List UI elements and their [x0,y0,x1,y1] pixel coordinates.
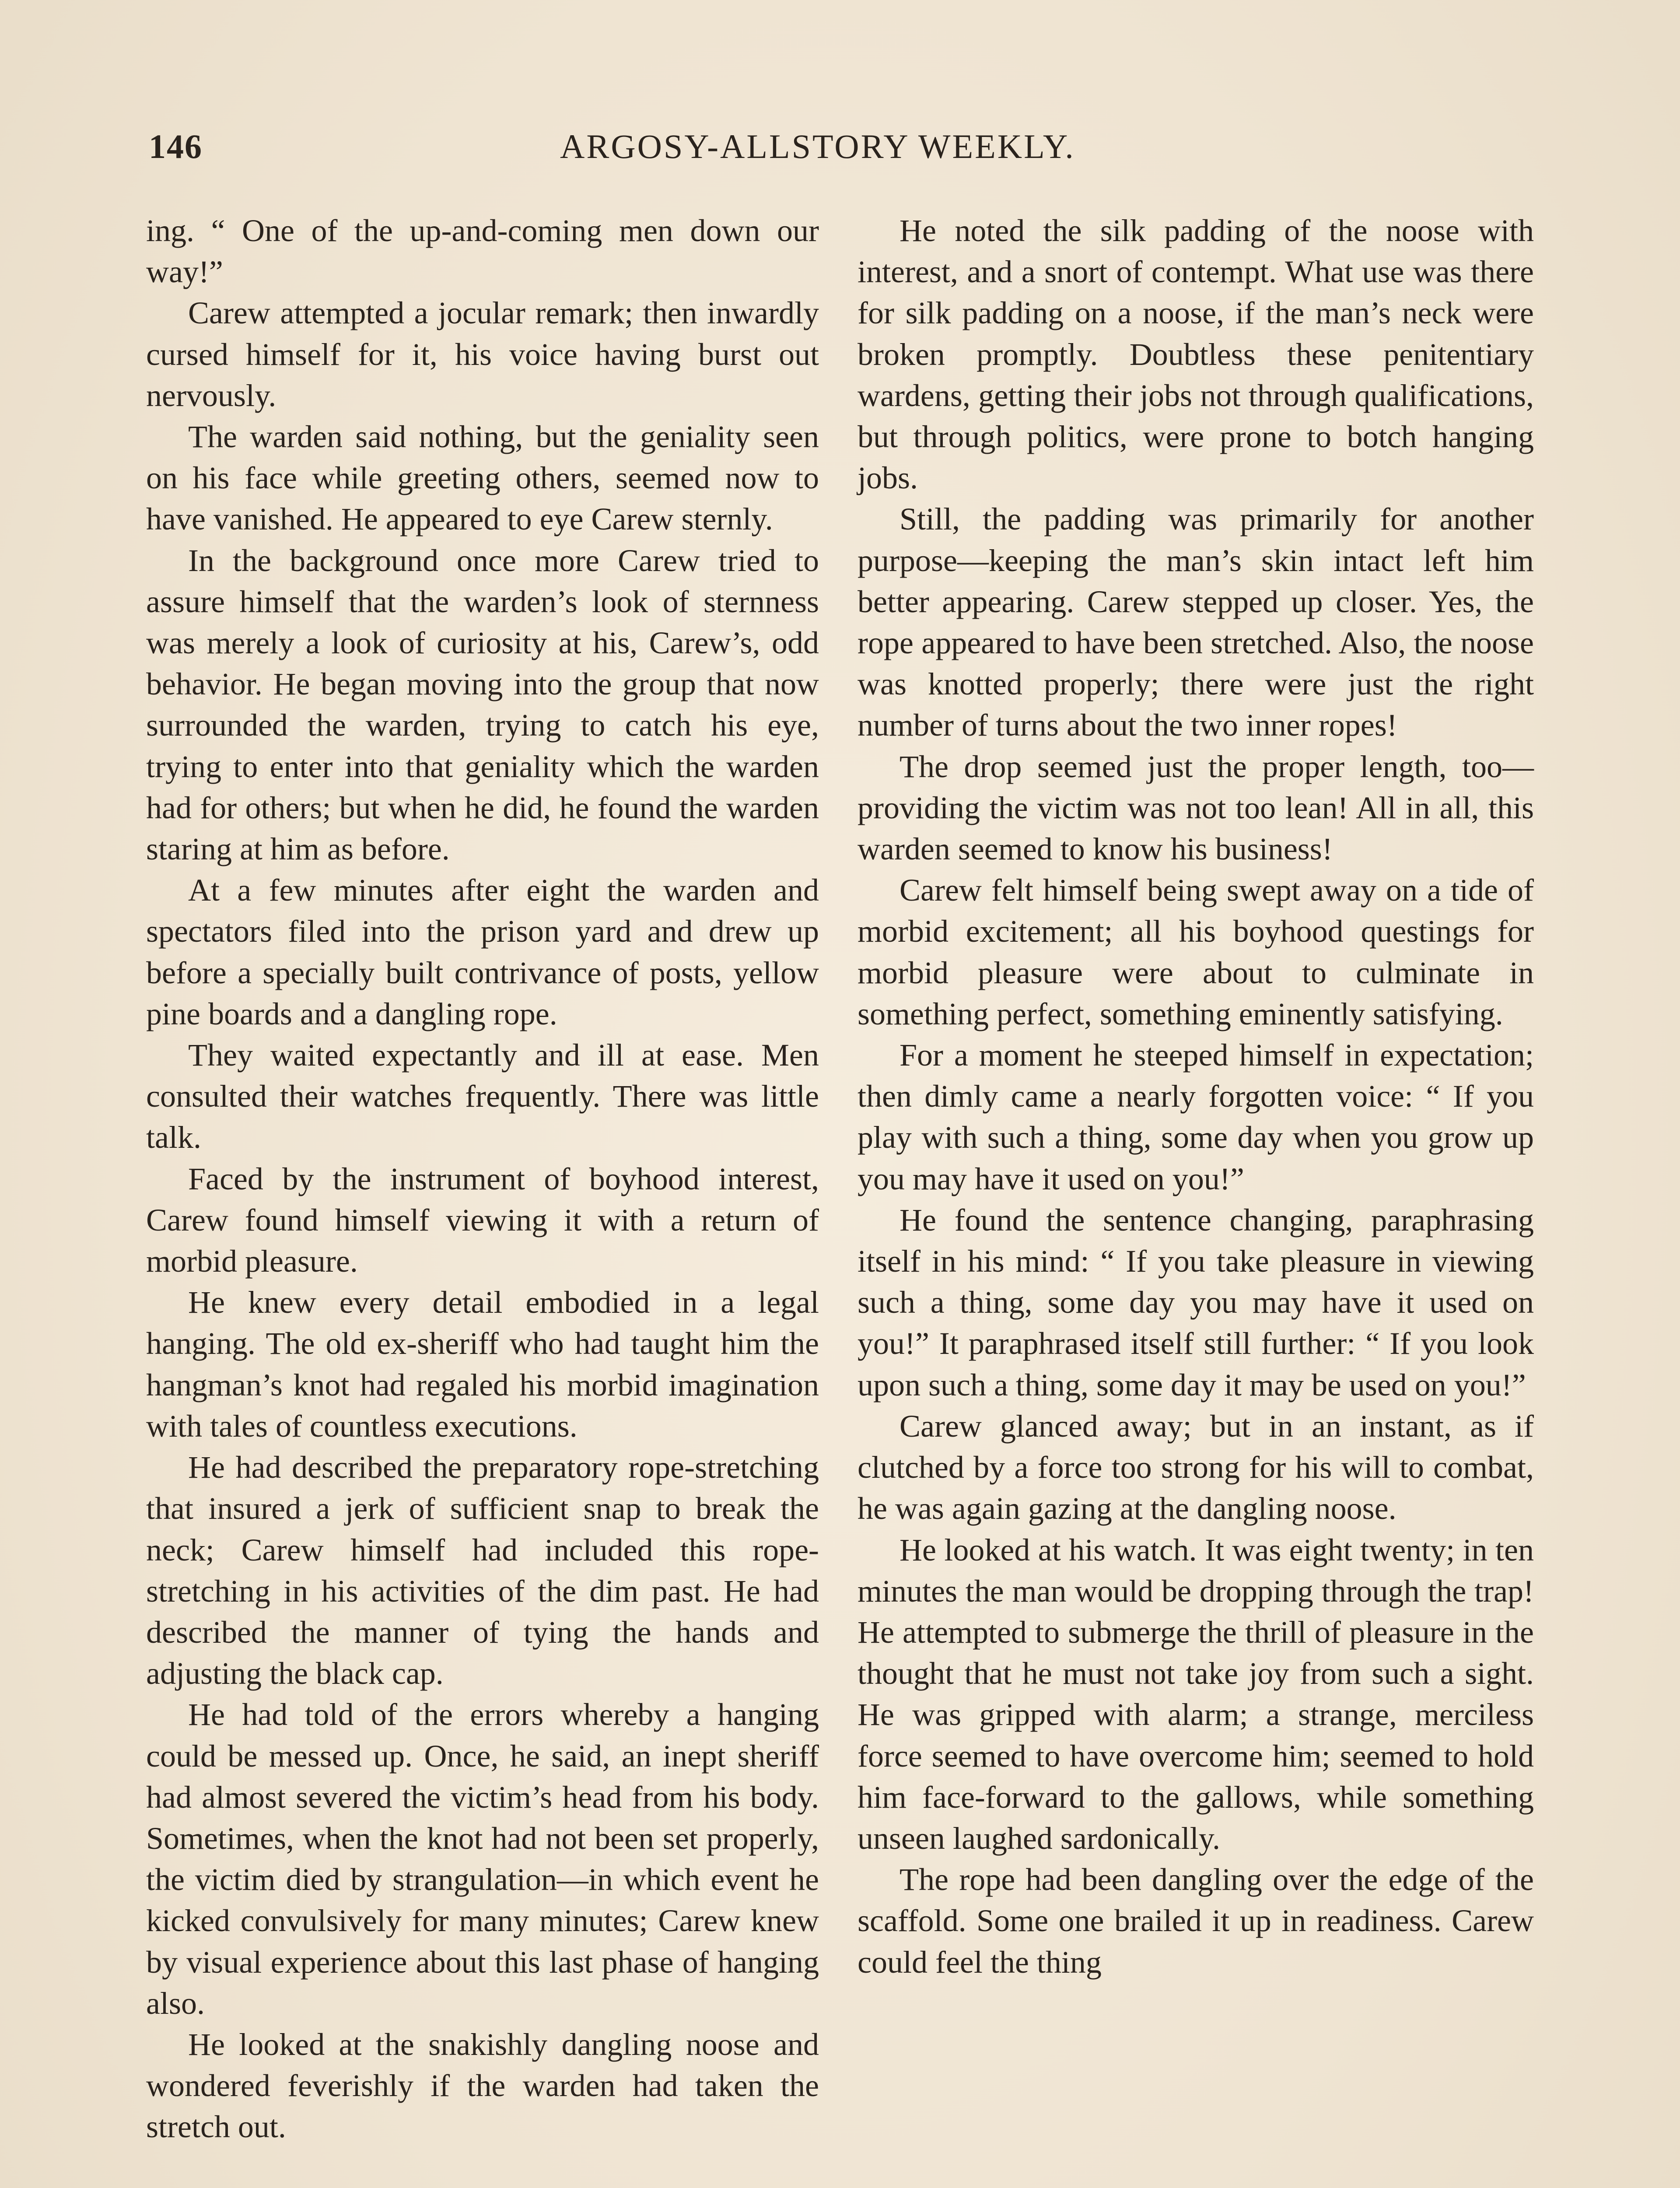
paragraph: He had told of the errors whereby a hanging could be messed up. Once, he said, an inept sheriff had almost severed the victim’s head from his body. Sometimes, when the knot had not been set properly, the victim died by strangulation—in which event he kicked convulsively for many minutes; Carew knew by visual experience about this last phase of hanging also. [146,1697,819,2021]
paragraph: Faced by the instrument of boyhood interest, Carew found himself viewing it with a return of morbid pleasure. [146,1161,819,1279]
paragraph: He had described the preparatory rope-stretching that insured a jerk of sufficient snap to break the neck; Carew himself had included this rope-stretching in his activities of the dim past. He had described the manner of tying the hands and adjusting the black cap. [146,1450,819,1691]
paragraph: In the background once more Carew tried to assure himself that the warden’s look of sternness was merely a look of curiosity at his, Carew’s, odd behavior. He began moving into the group that now surrounded the warden, trying to catch his eye, trying to enter into that geniality which the warden had for others; but when he did, he found the warden staring at him as before. [146,543,819,867]
paragraph: The drop seemed just the proper length, too—providing the victim was not too lean! All in all, this warden seemed to know his business! [858,749,1534,867]
paragraph: He noted the silk padding of the noose with interest, and a snort of contempt. What use was there for silk padding on a noose, if the man’s neck were broken promptly. Doubtless these penitentiary wardens, getting their jobs not through qualifications, but through politics, were prone to botch hanging jobs. [858,213,1534,496]
running-head: ARGOSY-ALLSTORY WEEKLY. [560,127,1075,165]
paragraph: For a moment he steeped himself in expectation; then dimly came a nearly forgotten voice: “ If you play with such a thing, some day when you grow up you may have it used on you!” [858,1038,1534,1196]
paragraph: They waited expectantly and ill at ease. Men consulted their watches frequently. There was little talk. [146,1038,819,1155]
paragraph: Still, the padding was primarily for another purpose—keeping the man’s skin intact left him better appearing. Carew stepped up closer. Yes, the rope appeared to have been stretched. Also, the noose was knotted properly; there were just the right number of turns about the two inner ropes! [858,501,1534,743]
paragraph: At a few minutes after eight the warden and spectators filed into the prison yard and drew up before a specially built contrivance of posts, yellow pine boards and a dangling rope. [146,873,819,1031]
paragraph: He looked at the snakishly dangling noose and wondered feverishly if the warden had taken the stretch out. [146,2027,819,2145]
paragraph: Carew felt himself being swept away on a tide of morbid excitement; all his boyhood questings for morbid pleasure were about to culminate in something perfect, something eminently satisfying. [858,873,1534,1031]
paragraph: He found the sentence changing, paraphrasing itself in his mind: “ If you take pleasure in viewing such a thing, some day you may have it used on you!” It paraphrased itself still further: “ If you look upon such a thing, some day it may be used on you!” [858,1202,1534,1403]
paragraph: Carew glanced away; but in an instant, as if clutched by a force too strong for his will to combat, he was again gazing at the dangling noose. [858,1408,1534,1526]
left-column [146,210,819,2148]
paragraph: Carew attempted a jocular remark; then inwardly cursed himself for it, his voice having burst out nervously. [146,295,819,413]
paragraph: He knew every detail embodied in a legal hanging. The old ex-sheriff who had taught him the hangman’s knot had regaled his morbid imagination with tales of countless executions. [146,1285,819,1444]
paragraph: The rope had been dangling over the edge of the scaffold. Some one brailed it up in readiness. Carew could feel the thing [858,1862,1534,1980]
paragraph: The warden said nothing, but the geniality seen on his face while greeting others, seemed now to have vanished. He appeared to eye Carew sternly. [146,419,819,537]
page-number: 146 [149,127,203,165]
page-header [149,127,1242,188]
paragraph: ing. “ One of the up-and-coming men down our way!” [146,213,819,290]
paragraph: He looked at his watch. It was eight twenty; in ten minutes the man would be dropping through the trap! He attempted to submerge the thrill of pleasure in the thought that he must not take joy from such a sight. He was gripped with alarm; a strange, merciless force seemed to have overcome him; seemed to hold him face-forward to the gallows, while something unseen laughed sardonically. [858,1532,1534,1856]
right-column [858,210,1534,1983]
